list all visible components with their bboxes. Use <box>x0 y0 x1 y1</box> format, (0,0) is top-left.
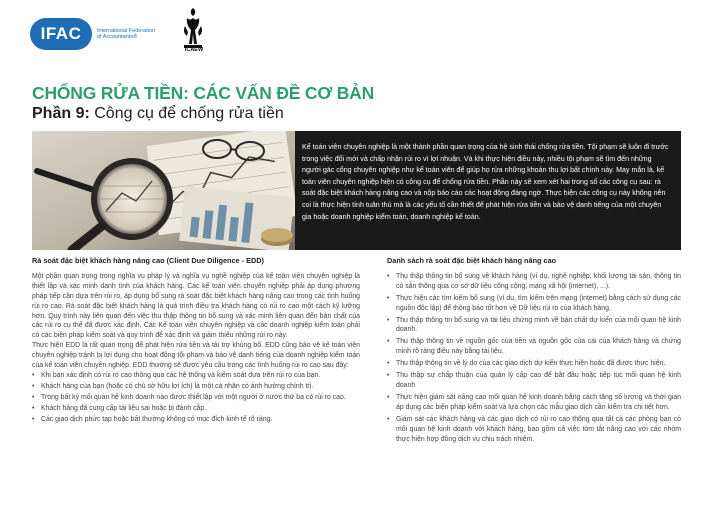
intro-text: Kế toán viên chuyên nghiệp là một thành phần quan trọng của hệ sinh thái chống rửa tiền. Tội phạm sẽ luôn đi trước trong việc đổi mới và chấp nhận rủi ro vì lợi nhuận. Và khi thực hiện điều này, nhiều tội phạm sẽ tìm đến những người gác cổng chuyên nghiệp như kế toán viên để giúp họ rửa những khoản thu lợi bất chính này. May mắn là, kế toán viên chuyên nghiệp hiện có công cụ để chống rửa tiền. Phần này sẽ xem xét hai trong số các công cụ sau: rà soát đặc biệt khách hàng nâng cao và nộp báo cáo các hoạt động đáng ngờ. Thực hiện các công cụ này không nên coi là thực hiện tính tuân thủ mà là các yếu tố cần thiết để phát hiện rửa tiền và bảo vệ danh tiếng của một chuyên gia hoặc doanh nghiệp kiểm toán, doanh nghiệp kế toán. <box>302 143 669 221</box>
list-item: • Thu thập thông tin về lý do của các giao dịch dự kiến thực hiện hoặc đã được thực hiện. <box>387 359 681 369</box>
part-title: Công cụ để chống rửa tiền <box>89 105 284 122</box>
ifac-logo-text: IFAC <box>40 24 82 43</box>
list-item: • Giám sát các khách hàng và các giao dịch có rủi ro cao thông qua tất cả các phòng ban có mối quan hệ kinh doanh với khách hàng, bao gồm cả việc tóm tắt nâng cao với các nhóm thực hiện hợp đồng dịch vụ chịu trách nhiệm. <box>387 415 681 445</box>
list-item: • Các giao dịch phức tạp hoặc bất thường không có mục đích kinh tế rõ ràng. <box>32 415 360 425</box>
edd-heading: Rà soát đặc biệt khách hàng nâng cao (Client Due Diligence - EDD) <box>32 256 264 265</box>
ifac-logo-mark <box>30 18 92 50</box>
list-item: • Khách hàng của bạn (hoặc có chủ sở hữu lợi ích) là một cá nhân có ảnh hưởng chính trị. <box>32 382 360 392</box>
icaew-label: ICAEW <box>184 47 204 53</box>
page-subtitle <box>32 105 284 123</box>
left-column <box>32 256 360 426</box>
edd-paragraph-2: Thực hiện EDD là rất quan trọng để phát hiện rửa tiền và tài trợ khủng bố. EDD cũng bảo vệ kế toán viên chuyên nghiệp tránh bị lợi dụng cho hoạt động tội phạm và bảo vệ danh tiếng của doanh nghiệp kiểm toán của kế toán viên chuyên nghiệp. EDD thường sẽ được yêu cầu trong các tình huống rủi ro cao sau đây: <box>32 342 360 370</box>
list-item: • Thực hiện các tìm kiếm bổ sung (ví dụ, tìm kiếm trên mạng (internet) bằng cách sử dụng các nguồn độc lập) để thông báo tốt hơn về Dữ liệu rủi ro của khách hàng. <box>387 294 681 314</box>
list-item: • Trong bất kỳ mối quan hệ kinh doanh nào được thiết lập với một người ở nước thứ ba có rủi ro cao. <box>32 393 360 403</box>
ifac-logo <box>30 16 190 52</box>
right-column <box>387 256 681 446</box>
edd-checklist-heading: Danh sách rà soát đặc biệt khách hàng nâng cao <box>387 256 557 265</box>
edd-risk-list <box>32 371 360 425</box>
list-item: • Thu thập thông tin về nguồn gốc của tiền và nguồn gốc của cải của khách hàng và chứng minh rõ ràng điều này bằng tài liệu. <box>387 337 681 357</box>
intro-banner <box>32 131 681 250</box>
list-item: • Thu thập sự chấp thuận của quản lý cấp cao để bắt đầu hoặc tiếp tục mối quan hệ kinh doanh <box>387 371 681 391</box>
list-item: • Thu thập thông tin bổ sung và tài liệu chứng minh về bản chất dự kiến của mối quan hệ kinh doanh. <box>387 316 681 336</box>
list-item: • Khi bạn xác định có rủi ro cao thông qua các hệ thống và kiểm soát dựa trên rủi ro của bạn. <box>32 371 360 381</box>
list-item: • Thực hiện giám sát nâng cao mối quan hệ kinh doanh bằng cách tăng số lượng và thời gian áp dụng các biện pháp kiểm soát và lựa chọn các mẫu giao dịch cần kiểm tra chi tiết hơn. <box>387 393 681 413</box>
list-item: • Thu thập thông tin bổ sung về khách hàng (ví dụ, nghề nghiệp, khối lượng tài sản, thông tin có sẵn thông qua cơ sở dữ liệu công cộng, mạng xã hội (internet), ...). <box>387 272 681 292</box>
edd-checklist <box>387 272 681 445</box>
ifac-caption: International Federation of Accountants® <box>97 27 156 40</box>
page-title: CHỐNG RỬA TIỀN: CÁC VẤN ĐỀ CƠ BẢN <box>32 83 375 103</box>
list-item: • Khách hàng đã cung cấp tài liệu sai hoặc bị đánh cắp. <box>32 404 360 414</box>
financial-documents-photo <box>32 131 295 250</box>
part-number: Phần 9: <box>32 105 90 122</box>
edd-paragraph-1: Một phần quan trọng trong nghĩa vụ pháp lý và nghĩa vụ nghề nghiệp của kế toán viên chuyên nghiệp là thiết lập và xác minh danh tính của khách hàng. Các kế toán viên chuyên nghiệp phải áp dụng phương pháp tiếp cận dựa trên rủi ro, áp dụng bổ sung rà soát đặc biệt khách hàng nâng cao trong các tình huống rủi ro cao. Rà soát đặc biệt khách hàng là quá trình điều tra khách hàng có rủi ro cao một cách kỹ lưỡng hơn. Quy trình này liên quan đến việc thu thập thông tin bổ sung và xác minh liên quan đến bản chất của các rủi ro cụ thể đã được xác định. Các Kế toán viên chuyên nghiệp và các doanh nghiệp kiểm toán phải có các biện pháp kiểm soát và quy trình để xác định và giảm thiểu những rủi ro này. <box>32 272 360 340</box>
